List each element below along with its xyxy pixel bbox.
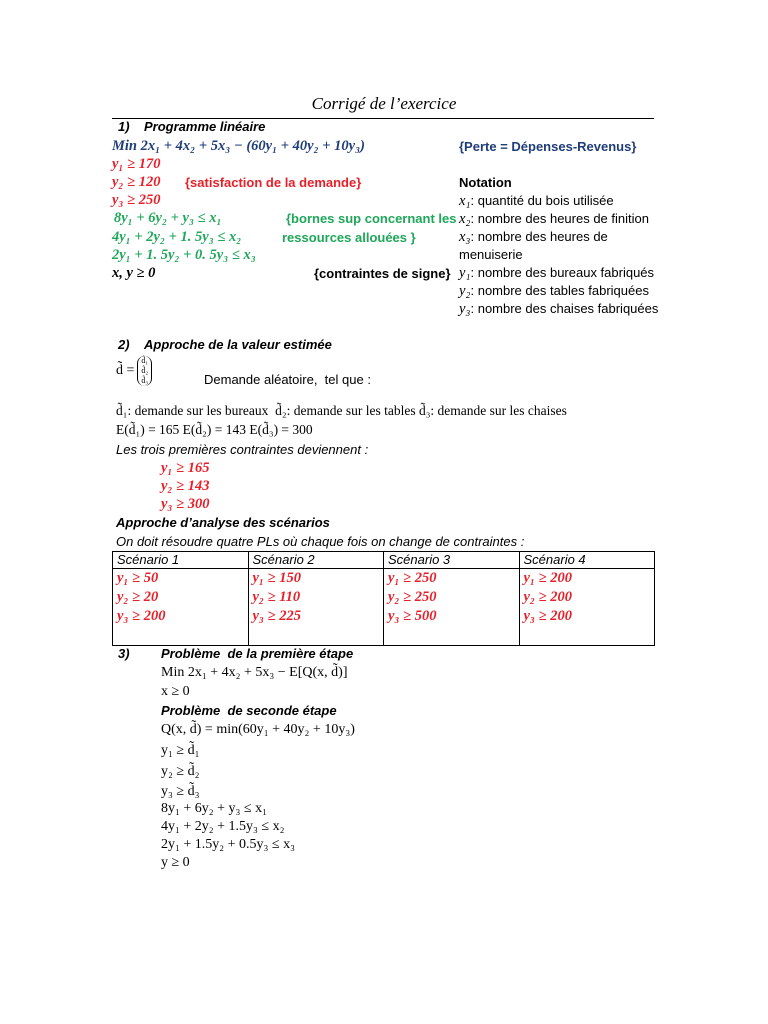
demand-vector-label: Demande aléatoire, tel que : [204, 372, 371, 387]
scenario-table-row [113, 569, 655, 646]
section-2-heading: 2) Approche de la valeur estimée [118, 337, 332, 352]
second-stage-heading: Problème de seconde étape [161, 703, 337, 718]
scenario-name: Scénario 3 [384, 552, 520, 569]
scenario-cell [519, 569, 655, 646]
scenario-name: Scénario 2 [248, 552, 384, 569]
sign-constraint: x, y ≥ 0 [112, 265, 156, 281]
second-stage-constraint: 8y₁ + 6y₂ + y₃ ≤ x₁ [161, 801, 267, 816]
second-stage-constraint: y₃ ≥ d̃₃ [161, 784, 200, 799]
scenario-constraint: y₃ ≥ 200 [523, 608, 572, 624]
scenario-constraint: y₂ ≥ 20 [117, 589, 159, 605]
scenario-constraint: y₃ ≥ 225 [252, 608, 301, 624]
demand-note: {satisfaction de la demande} [185, 175, 362, 190]
scenario-cell [248, 569, 384, 646]
demand-constraint-3: y₃ ≥ 250 [112, 192, 161, 208]
demand-constraint-2: y₂ ≥ 120 [112, 174, 161, 190]
demand-vector [116, 356, 152, 386]
notation-item: menuiserie [459, 247, 523, 262]
scenario-intro: On doit résoudre quatre PLs où chaque fois on change de contraintes : [116, 534, 525, 549]
scenario-table [112, 551, 655, 646]
demand-vector-components [137, 356, 152, 386]
section-1-heading: 1) Programme linéaire [118, 119, 266, 134]
document-title: Corrigé de l’exercice [311, 94, 457, 113]
demand-vector-symbol: d̃ = [116, 363, 135, 378]
scenario-constraint: y₃ ≥ 500 [388, 608, 437, 624]
objective-note: {Perte = Dépenses-Revenus} [459, 139, 637, 154]
notation-heading: Notation [459, 175, 512, 190]
scenario-heading: Approche d’analyse des scénarios [116, 515, 330, 530]
second-stage-objective: Q(x, d̃) = min(60y₁ + 40y₂ + 10y₃) [161, 722, 355, 737]
second-stage-constraint: y₁ ≥ d̃₁ [161, 743, 200, 758]
first-stage-objective: Min 2x₁ + 4x₂ + 5x₃ − E[Q(x, d̃)] [161, 665, 348, 680]
scenario-constraint: y₁ ≥ 250 [388, 570, 437, 586]
notation-item: y₁: nombre des bureaux fabriqués [459, 265, 655, 281]
first-stage-constraint: x ≥ 0 [161, 684, 190, 699]
objective-function: Min 2x₁ + 4x₂ + 5x₃ − (60y₁ + 40y₂ + 10y₃) [112, 138, 365, 154]
resource-constraint-2: 4y₁ + 2y₂ + 1. 5y₃ ≤ x₂ [112, 229, 242, 245]
scenario-cell [113, 569, 249, 646]
demand-constraint-1: y₁ ≥ 170 [112, 156, 161, 172]
scenario-name: Scénario 1 [113, 552, 249, 569]
expected-constraint-1: y₁ ≥ 165 [161, 460, 210, 476]
second-stage-constraint: 4y₁ + 2y₂ + 1.5y₃ ≤ x₂ [161, 819, 285, 834]
notation-item: x₃: nombre des heures de [459, 229, 608, 245]
expected-demands: E(d̃₁) = 165 E(d̃₂) = 143 E(d̃₃) = 300 [116, 422, 313, 437]
scenario-table-header [113, 552, 655, 569]
resource-note-line-2: ressources allouées } [282, 230, 416, 245]
constraints-intro: Les trois premières contraintes deviennent : [116, 442, 369, 457]
scenario-constraint: y₁ ≥ 150 [252, 570, 301, 586]
notation-item: x₁: quantité du bois utilisée [459, 193, 614, 209]
resource-constraint-1: 8y₁ + 6y₂ + y₃ ≤ x₁ [114, 210, 222, 226]
demand-vector-component: d̃₃ [141, 376, 149, 385]
second-stage-constraint: 2y₁ + 1.5y₂ + 0.5y₃ ≤ x₃ [161, 837, 295, 852]
scenario-constraint: y₂ ≥ 250 [388, 589, 437, 605]
expected-constraint-2: y₂ ≥ 143 [161, 478, 210, 494]
resource-constraint-3: 2y₁ + 1. 5y₂ + 0. 5y₃ ≤ x₃ [112, 247, 256, 263]
notation-item: y₂: nombre des tables fabriquées [459, 283, 649, 299]
sign-note: {contraintes de signe} [314, 266, 451, 281]
notation-item: x₂: nombre des heures de finition [459, 211, 649, 227]
section-3-number: 3) [118, 646, 130, 661]
scenario-constraint: y₂ ≥ 110 [252, 589, 301, 605]
section-3-heading: Problème de la première étape [161, 646, 354, 661]
scenario-constraint: y₁ ≥ 50 [117, 570, 159, 586]
scenario-constraint: y₂ ≥ 200 [523, 589, 572, 605]
notation-item: y₃: nombre des chaises fabriquées [459, 301, 659, 317]
resource-note-line-1: {bornes sup concernant les [286, 211, 457, 226]
scenario-cell [384, 569, 520, 646]
demand-definitions: d̃₁: demande sur les bureaux d̃₂: demande sur les tables d̃₃: demande sur les chaises [116, 403, 567, 418]
demand-vector-component: d̃₁ [141, 356, 149, 365]
second-stage-constraint: y₂ ≥ d̃₂ [161, 764, 200, 779]
scenario-constraint: y₃ ≥ 200 [117, 608, 166, 624]
second-stage-constraint: y ≥ 0 [161, 855, 190, 870]
expected-constraint-3: y₃ ≥ 300 [161, 496, 210, 512]
scenario-name: Scénario 4 [519, 552, 655, 569]
demand-vector-component: d̃₂ [141, 366, 149, 375]
scenario-constraint: y₁ ≥ 200 [523, 570, 572, 586]
